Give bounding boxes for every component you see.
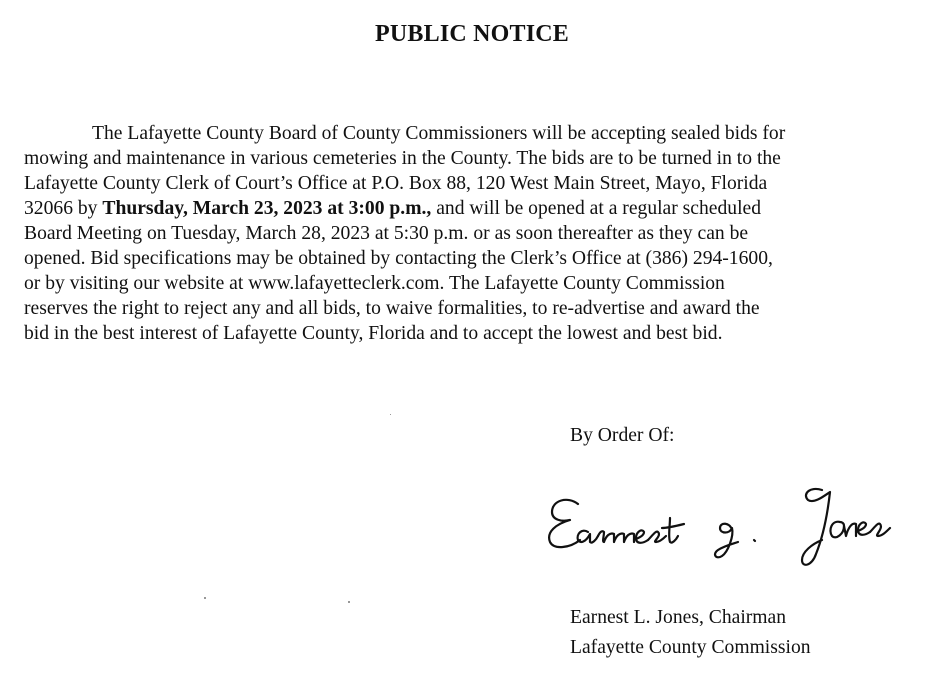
signature-image [540,470,920,580]
signature-block [570,603,811,663]
body-line-4-prefix: 32066 by [24,198,103,219]
body-line-8: reserves the right to reject any and all bids, to waive formalities, to re-advertise and award the [24,298,760,319]
notice-title: PUBLIC NOTICE [375,21,569,47]
body-line-6: opened. Bid specifications may be obtained by contacting the Clerk’s Office at (386) 294-1600, [24,248,773,269]
signer-name: Earnest L. Jones, Chairman [570,607,787,628]
body-line-3: Lafayette County Clerk of Court’s Office at P.O. Box 88, 120 West Main Street, Mayo, Florida [24,173,768,194]
speck-mark [204,597,206,599]
bid-deadline: Thursday, March 23, 2023 at 3:00 p.m., [102,198,432,219]
body-line-7: or by visiting our website at www.lafayetteclerk.com. The Lafayette County Commission [24,273,725,294]
body-line-4 [24,196,924,221]
body-line-1: The Lafayette County Board of County Commissioners will be accepting sealed bids for [92,123,786,144]
signer-organization: Lafayette County Commission [570,637,811,658]
body-line-4-suffix: and will be opened at a regular scheduled [431,198,762,219]
speck-mark [348,601,350,603]
body-line-2: mowing and maintenance in various cemeteries in the County. The bids are to be turned in to the [24,148,781,169]
body-line-5: Board Meeting on Tuesday, March 28, 2023 at 5:30 p.m. or as soon thereafter as they can be [24,223,749,244]
notice-body [24,121,924,346]
body-line-9: bid in the best interest of Lafayette County, Florida and to accept the lowest and best bid. [24,323,723,344]
speck-mark [390,414,391,415]
by-order-of-label: By Order Of: [570,425,675,446]
